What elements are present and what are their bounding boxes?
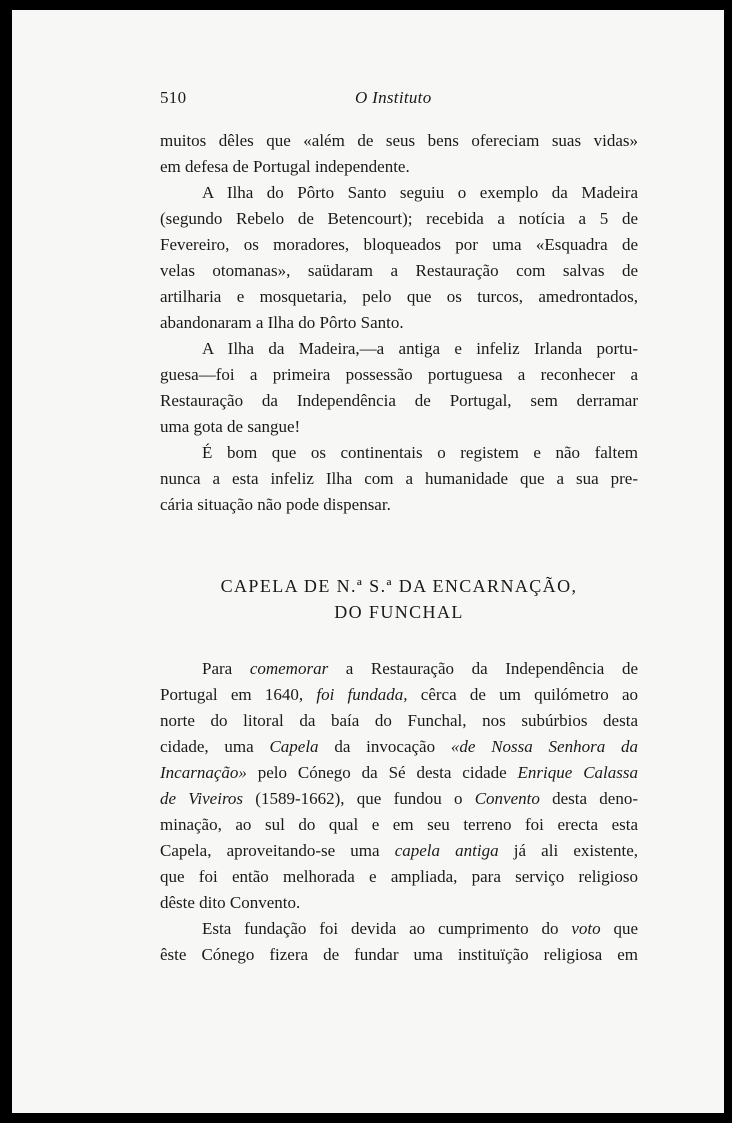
text-line: Esta fundação foi devida ao cumprimento do voto que: [202, 919, 638, 938]
text-line: dêste dito Convento.: [160, 893, 301, 912]
text-line: Incarnação» pelo Cónego da Sé desta cidade Enrique Calassa: [160, 763, 638, 782]
text-line: A Ilha da Madeira,—a antiga e infeliz Irlanda portu-: [202, 339, 638, 358]
text-line: nunca a esta infeliz Ilha com a humanidade que a sua pre-: [160, 469, 638, 488]
section-title: [160, 573, 638, 625]
section-title-line1: CAPELA DE N.ª S.ª DA ENCARNAÇÃO,: [220, 576, 578, 596]
text-line: de Viveiros (1589-1662), que fundou o Convento desta deno-: [160, 789, 638, 808]
paragraph: [160, 440, 638, 518]
book-page: [12, 10, 724, 1113]
paragraph: [160, 180, 638, 336]
text-line: Portugal em 1640, foi fundada, cêrca de um quilómetro ao: [160, 685, 638, 704]
text-line: cidade, uma Capela da invocação «de Nossa Senhora da: [160, 737, 639, 756]
text-line: velas otomanas», saüdaram a Restauração com salvas de: [160, 261, 638, 280]
text-line: É bom que os continentais o registem e não faltem: [202, 443, 638, 462]
text-body: [160, 128, 638, 518]
text-line: Fevereiro, os moradores, bloqueados por uma «Esquadra de: [160, 235, 638, 254]
text-line: Capela, aproveitando-se uma capela antiga já ali existente,: [160, 841, 638, 860]
text-line: norte do litoral da baía do Funchal, nos subúrbios desta: [160, 711, 638, 730]
text-line: que foi então melhorada e ampliada, para serviço religioso: [160, 867, 638, 886]
text-line: Para comemorar a Restauração da Independência de: [202, 659, 638, 678]
text-body-2: [160, 656, 638, 968]
section-title-line2: DO FUNCHAL: [334, 602, 464, 622]
text-line: muitos dêles que «além de seus bens ofereciam suas vidas»: [160, 131, 638, 150]
text-line: uma gota de sangue!: [160, 417, 301, 436]
text-line: cária situação não pode dispensar.: [160, 495, 391, 514]
text-line: (segundo Rebelo de Betencourt); recebida a notícia a 5 de: [160, 209, 638, 228]
text-line: abandonaram a Ilha do Pôrto Santo.: [160, 313, 404, 332]
text-line: minação, ao sul do qual e em seu terreno foi erecta esta: [160, 815, 638, 834]
paragraph: [160, 336, 638, 440]
paragraph: [160, 128, 638, 180]
text-line: Restauração da Independência de Portugal, sem derramar: [160, 391, 638, 410]
text-line: êste Cónego fizera de fundar uma instituïção religiosa em: [160, 945, 638, 964]
text-line: guesa—foi a primeira possessão portuguesa a reconhecer a: [160, 365, 638, 384]
text-line: em defesa de Portugal independente.: [160, 157, 410, 176]
running-title: O Instituto: [355, 88, 432, 107]
paragraph: [160, 916, 638, 968]
paragraph: [160, 656, 638, 916]
text-line: artilharia e mosquetaria, pelo que os turcos, amedrontados,: [160, 287, 638, 306]
page-number: 510: [160, 88, 187, 107]
text-line: A Ilha do Pôrto Santo seguiu o exemplo da Madeira: [202, 183, 638, 202]
